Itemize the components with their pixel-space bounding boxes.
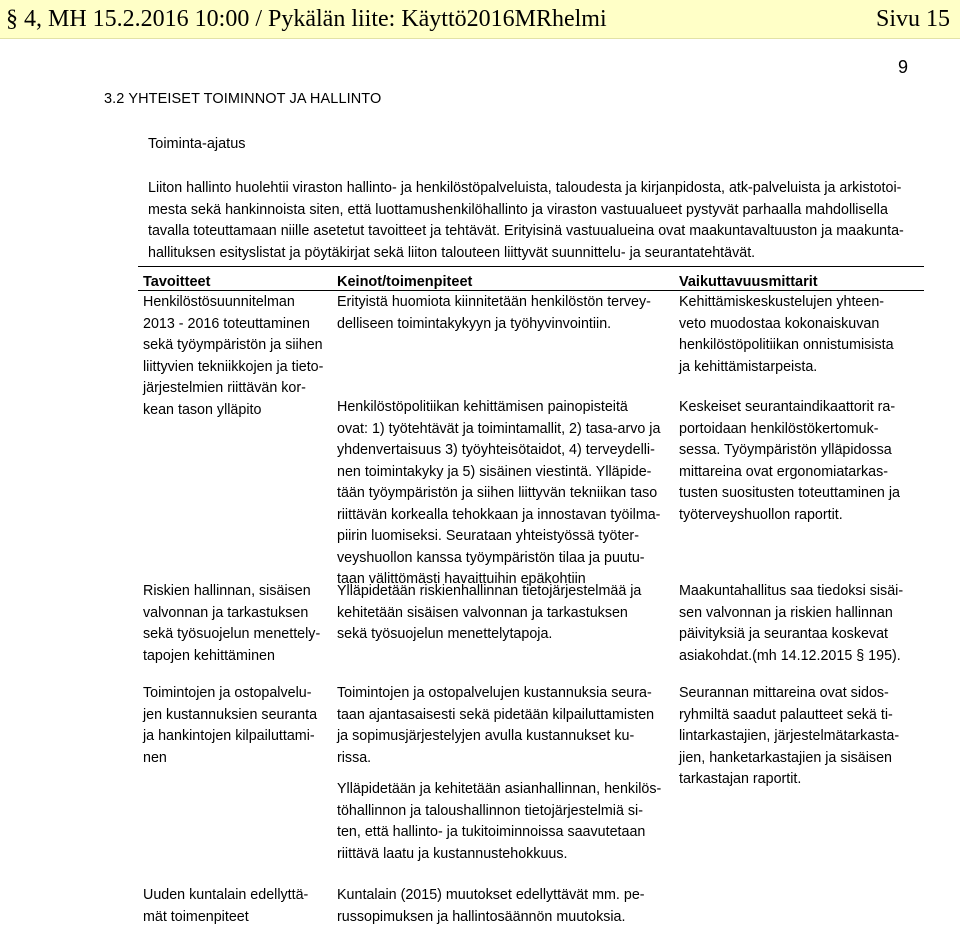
cell-line: ja kehittämistarpeista. [679,358,818,375]
cell-line: kehitetään sisäisen valvonnan ja tarkastuksen [337,604,628,621]
cell-line: sekä työympäristön ja siihen [143,337,323,353]
cell-line: riittävä laatu ja kustannustehokkuus. [337,845,568,862]
cell-line: Keskeiset seurantaindikaattorit ra- [679,399,896,415]
cell-line: russopimuksen ja hallintosäännön muutoksia. [337,908,626,925]
row3-goal [143,683,317,769]
cell-line: Henkilöstösuunnitelman [143,294,295,310]
cell-line: tapojen kehittäminen [143,647,275,664]
row2-indicators [679,581,903,667]
goals-table-header-rule [138,290,924,291]
column-header-goals: Tavoitteet [143,274,211,290]
section-heading: 3.2 YHTEISET TOIMINNOT JA HALLINTO [104,91,382,107]
cell-line: veto muodostaa kokonaiskuvan [679,315,880,332]
row2-goal [143,581,320,667]
cell-line: ten, että hallinto- ja tukitoiminnoissa saavutetaan [337,824,646,840]
page-number: 9 [897,57,908,77]
cell-line: tarkastajan raportit. [679,771,802,787]
cell-line: Ylläpidetään riskienhallinnan tietojärjestelmää ja [337,583,642,599]
cell-line: Kehittämiskeskustelujen yhteen- [679,294,885,310]
cell-line: kean tason ylläpito [143,401,262,418]
cell-line: ovat: 1) työtehtävät ja toimintamallit, 2) tasa-arvo ja [337,420,661,437]
row3-indicators [679,683,899,791]
intro-line: tavalla toteuttamaan niille asetetut tavoitteet ja tehtävät. Erityisinä vastuualueina ovat maakuntavaltuuston ja maakunta- [148,223,904,239]
cell-line: lintarkastajien, järjestelmätarkasta- [679,728,900,744]
cell-line: sessa. Työympäristön ylläpidossa [679,442,892,458]
cell-line: valvonnan ja tarkastuksen [143,604,309,621]
row4-measures [337,885,645,928]
cell-line: nen [143,749,167,766]
cell-line: Maakuntahallitus saa tiedoksi sisäi- [679,583,904,599]
row1-indicators-b [679,397,900,526]
cell-line: Uuden kuntalain edellyttä- [143,887,309,903]
cell-line: Toimintojen ja ostopalvelu- [143,685,312,701]
cell-line: mät toimenpiteet [143,908,249,925]
cell-line: jien, hanketarkastajien ja sisäisen [679,749,892,766]
cell-line: jen kustannuksien seuranta [143,706,318,723]
cell-line: mittareina ovat ergonomiatarkas- [679,463,888,480]
cell-line: Kuntalain (2015) muutokset edellyttävät mm. pe- [337,887,645,903]
row1-measures-b [337,397,660,591]
row2-measures [337,581,641,646]
cell-line: Seurannan mittareina ovat sidos- [679,685,889,701]
cell-line: työterveyshuollon raportit. [679,506,843,523]
row4-goal [143,885,308,928]
cell-line: päivityksiä ja seurantaa koskevat [679,626,889,642]
cell-line: riittävän korkealla tehokkaan ja innostavan työilma- [337,506,661,523]
cell-line: henkilöstöpolitiikan onnistumisista [679,337,894,353]
intro-paragraph [148,178,918,264]
intro-line: hallituksen esityslistat ja pöytäkirjat sekä liiton talouteen liittyvät suunnittelu- ja seurantatehtävät. [148,244,756,261]
cell-line: Toimintojen ja ostopalvelujen kustannuksia seura- [337,685,652,701]
cell-line: portoidaan henkilöstökertomuk- [679,420,879,437]
cell-line: taan välittömästi havaittuihin epäkohtiin [337,571,586,587]
cell-line: liittyvien tekniikkojen ja tieto- [143,358,324,375]
cell-line: ryhmiltä saadut palautteet sekä ti- [679,706,893,723]
row3-measures-a [337,683,654,769]
cell-line: 2013 - 2016 toteuttaminen [143,315,310,332]
goals-table-top-rule [138,266,924,267]
intro-line: Liiton hallinto huolehtii viraston hallinto- ja henkilöstöpalveluista, taloudesta ja kirjanpidosta, atk-palveluista ja arkistotoi- [148,180,902,196]
header-page-label: Sivu 15 [875,6,950,32]
cell-line: Ylläpidetään ja kehitetään asianhallinnan, henkilös- [337,781,662,797]
header-meeting-reference: § 4, MH 15.2.2016 10:00 / Pykälän liite: Käyttö2016MRhelmi [6,6,607,32]
cell-line: järjestelmien riittävän kor- [143,380,306,396]
row3-measures-b [337,779,661,865]
cell-line: piirin luomiseksi. Seurataan yhteistyössä työter- [337,528,639,544]
cell-line: veyshuollon kanssa työympäristön tilaa ja puutu- [337,549,645,566]
cell-line: sen valvonnan ja riskien hallinnan [679,604,893,621]
cell-line: sekä työsuojelun menettely- [143,626,321,642]
column-header-measures: Keinot/toimenpiteet [337,274,473,290]
cell-line: delliseen toimintakykyyn ja työhyvinvointiin. [337,315,612,332]
row1-measures-a [337,292,651,335]
cell-line: sekä työsuojelun menettelytapoja. [337,626,553,642]
cell-line: Henkilöstöpolitiikan kehittämisen painopisteitä [337,399,628,415]
cell-line: tään työympäristön ja siihen liittyvän tekniikan taso [337,485,658,501]
cell-line: ja hankintojen kilpailuttami- [143,728,315,744]
cell-line: nen toimintakyky ja 5) sisäinen viestintä. Ylläpide- [337,463,652,480]
subheading: Toiminta-ajatus [148,136,246,152]
cell-line: tusten suositusten toteuttaminen ja [679,485,900,501]
cell-line: ja sopimusjärjestelyjen avulla kustannukset ku- [337,728,635,744]
page-header-bar [0,0,960,39]
cell-line: yhdenvertaisuus 3) työyhteisötaidot, 4) terveydelli- [337,442,655,458]
row1-indicators-a [679,292,894,378]
cell-line: Erityistä huomiota kiinnitetään henkilöstön tervey- [337,294,651,310]
cell-line: taan ajantasaisesti sekä pidetään kilpailuttamisten [337,706,655,723]
cell-line: töhallinnon ja taloushallinnon tietojärjestelmiä si- [337,802,643,819]
row1-goal [143,292,323,421]
intro-line: mesta sekä hankinnoista siten, että luottamushenkilöhallinto ja viraston vastuualueet pystyvät parhaalla mahdollisella [148,201,888,218]
cell-line: asiakohdat.(mh 14.12.2015 § 195). [679,647,901,664]
column-header-indicators: Vaikuttavuusmittarit [679,274,818,290]
cell-line: Riskien hallinnan, sisäisen [143,583,311,599]
cell-line: rissa. [337,749,372,766]
